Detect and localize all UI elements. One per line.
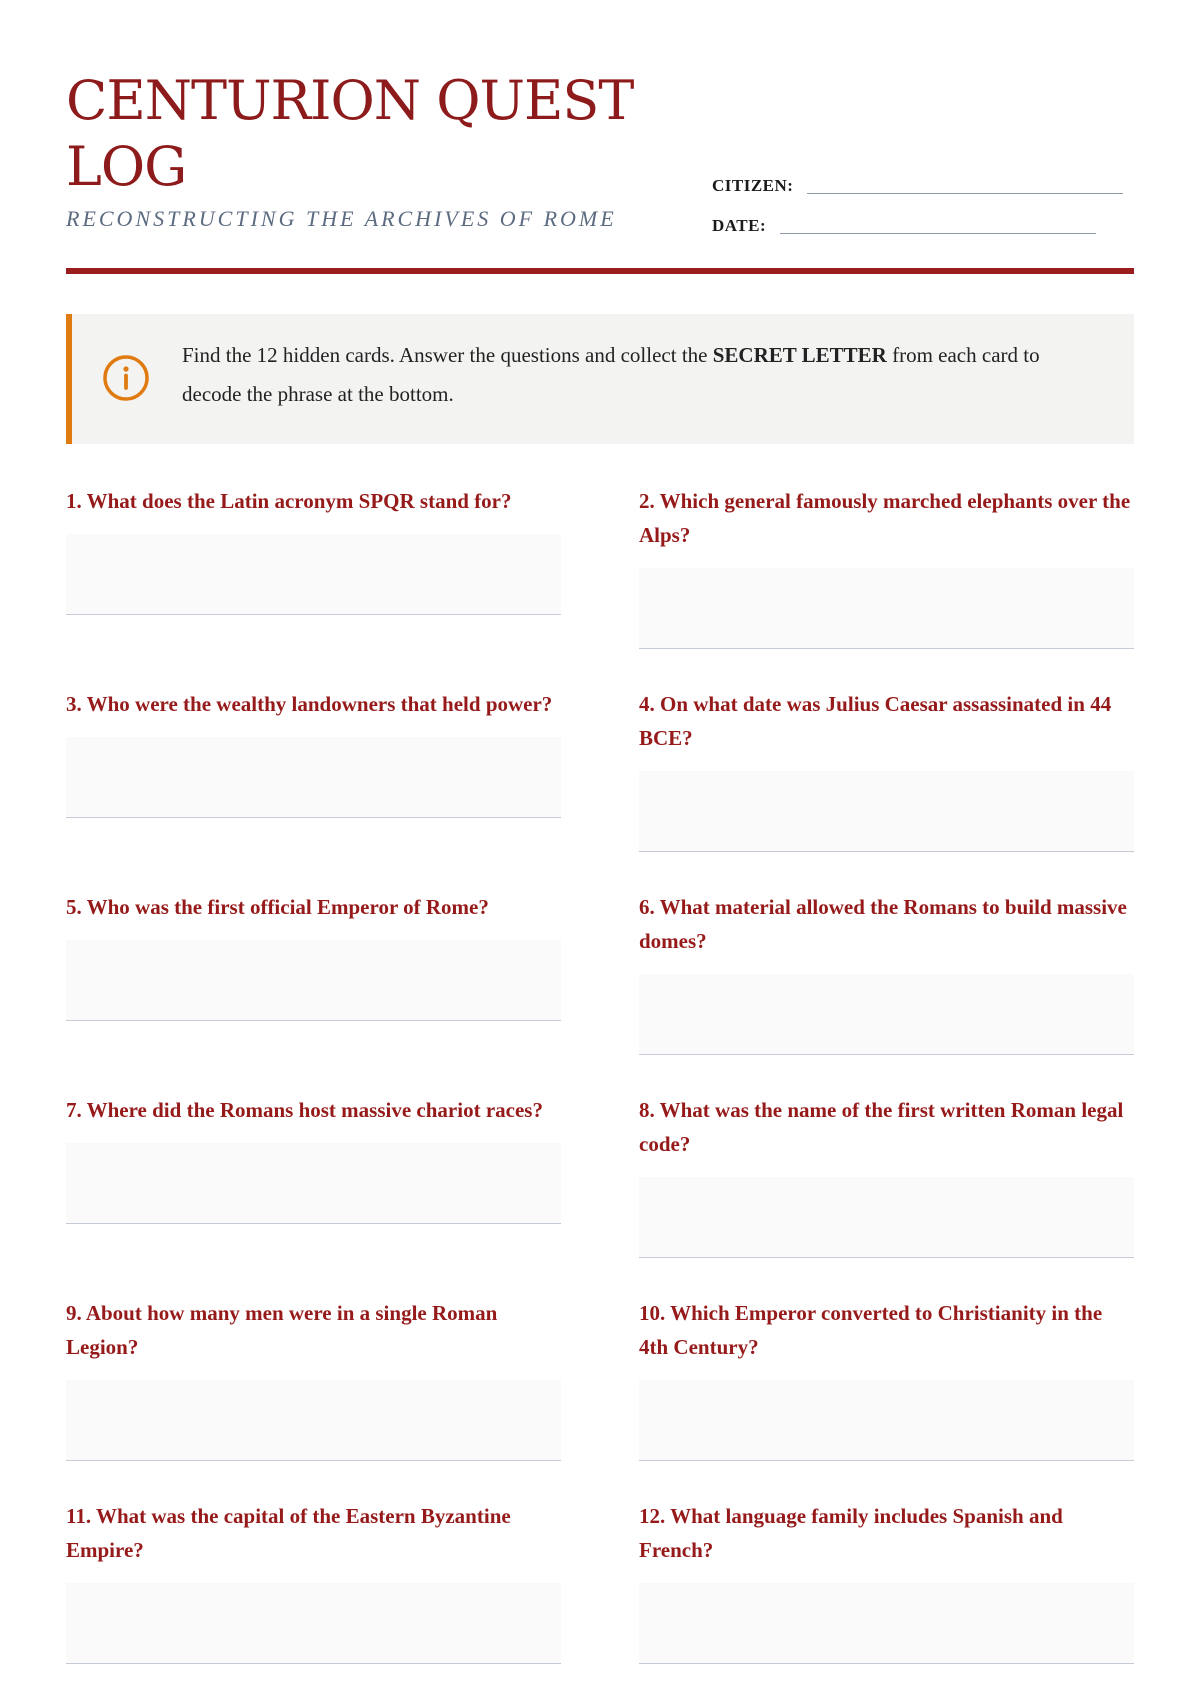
worksheet-page bbox=[66, 0, 1134, 1562]
instructions-text-before: Find the 12 hidden cards. Answer the questions and collect the bbox=[182, 343, 713, 367]
question-card bbox=[639, 1093, 1134, 1258]
answer-field[interactable] bbox=[66, 737, 561, 818]
question-text: 12. What language family includes Spanish and French? bbox=[639, 1504, 1063, 1562]
header bbox=[66, 0, 1134, 272]
instructions-text bbox=[182, 336, 1082, 414]
answer-field[interactable] bbox=[66, 534, 561, 615]
page-subtitle: RECONSTRUCTING THE ARCHIVES OF ROME bbox=[66, 206, 617, 231]
question-card bbox=[66, 1296, 561, 1461]
question-text: 6. What material allowed the Romans to build massive domes? bbox=[639, 895, 1127, 953]
answer-field[interactable] bbox=[639, 974, 1134, 1055]
question-card bbox=[639, 484, 1134, 649]
instructions-box bbox=[66, 314, 1134, 444]
question-text: 2. Which general famously marched elephants over the Alps? bbox=[639, 489, 1131, 547]
questions-grid bbox=[66, 484, 1134, 1702]
question-text: 10. Which Emperor converted to Christianity in the 4th Century? bbox=[639, 1301, 1103, 1359]
question-text: 5. Who was the first official Emperor of Rome? bbox=[66, 895, 489, 919]
answer-field[interactable] bbox=[639, 1583, 1134, 1664]
question-text: 9. About how many men were in a single Roman Legion? bbox=[66, 1301, 498, 1359]
question-text: 11. What was the capital of the Eastern Byzantine Empire? bbox=[66, 1504, 511, 1562]
answer-field[interactable] bbox=[66, 940, 561, 1021]
question-text: 7. Where did the Romans host massive chariot races? bbox=[66, 1098, 543, 1122]
question-card bbox=[66, 890, 561, 1021]
question-card bbox=[639, 1499, 1134, 1664]
question-row bbox=[66, 1296, 1134, 1461]
header-divider bbox=[66, 268, 1134, 274]
info-circle-icon bbox=[102, 354, 150, 402]
question-row bbox=[66, 484, 1134, 649]
question-text: 8. What was the name of the first written Roman legal code? bbox=[639, 1098, 1124, 1156]
question-row bbox=[66, 890, 1134, 1055]
question-card bbox=[639, 1296, 1134, 1461]
page-title: CENTURION QUEST LOG bbox=[66, 69, 634, 198]
question-row bbox=[66, 1093, 1134, 1258]
question-card bbox=[639, 890, 1134, 1055]
citizen-field bbox=[712, 176, 1123, 196]
answer-field[interactable] bbox=[639, 771, 1134, 852]
answer-field[interactable] bbox=[66, 1380, 561, 1461]
question-card bbox=[66, 687, 561, 818]
answer-field[interactable] bbox=[639, 568, 1134, 649]
answer-field[interactable] bbox=[66, 1583, 561, 1664]
question-text: 3. Who were the wealthy landowners that held power? bbox=[66, 692, 553, 716]
date-label: DATE: bbox=[712, 216, 767, 235]
question-card bbox=[639, 687, 1134, 852]
answer-field[interactable] bbox=[66, 1143, 561, 1224]
question-row bbox=[66, 1499, 1134, 1664]
citizen-label: CITIZEN: bbox=[712, 176, 794, 195]
date-field bbox=[712, 216, 1096, 236]
question-row bbox=[66, 687, 1134, 852]
question-card bbox=[66, 1499, 561, 1664]
question-card bbox=[66, 484, 561, 615]
question-text: 1. What does the Latin acronym SPQR stand for? bbox=[66, 489, 512, 513]
secret-letter-emphasis: SECRET LETTER bbox=[712, 343, 887, 367]
answer-field[interactable] bbox=[639, 1177, 1134, 1258]
question-text: 4. On what date was Julius Caesar assassinated in 44 BCE? bbox=[639, 692, 1112, 750]
date-line[interactable] bbox=[780, 233, 1096, 234]
answer-field[interactable] bbox=[639, 1380, 1134, 1461]
question-card bbox=[66, 1093, 561, 1224]
citizen-line[interactable] bbox=[807, 193, 1123, 194]
instructions-text-after: from each card to decode the phrase at the bottom. bbox=[182, 343, 1040, 406]
